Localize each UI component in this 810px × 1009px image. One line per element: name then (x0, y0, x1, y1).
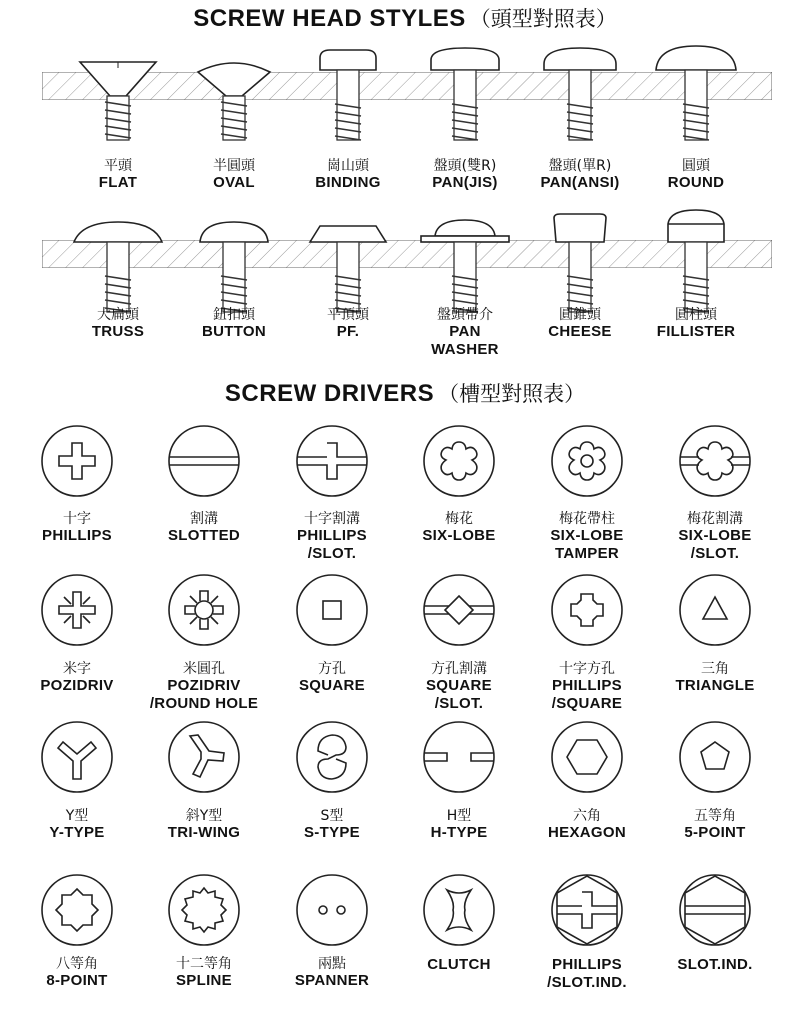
driver-label-en: Y-TYPE (49, 824, 105, 841)
driver-label-en: SQUARE (299, 677, 365, 694)
pozidriv-icon (40, 573, 114, 647)
driver-label-en: SIX-LOBE (678, 527, 752, 544)
driver-label-en: POZIDRIV (167, 677, 241, 694)
driver-label-en: TRIANGLE (675, 677, 755, 694)
driver-label-slotted (139, 511, 269, 545)
driver-label-en: 5-POINT (684, 824, 746, 841)
driver-label-zh: 十字割溝 (304, 511, 360, 527)
head-label-en: BINDING (315, 174, 381, 191)
head-label-oval (169, 158, 299, 192)
head-label-en-line2: WASHER (431, 341, 499, 358)
driver-label-en: SIX-LOBE (422, 527, 496, 544)
phillips-square-icon (550, 573, 624, 647)
head-label-en: PF. (336, 323, 360, 340)
screw-drivers-title-zh: （槽型對照表） (438, 382, 586, 406)
driver-label-en: SLOTTED (167, 527, 241, 544)
driver-label-six-lobe-slot (650, 511, 780, 563)
driver-label-zh: 梅花割溝 (687, 511, 743, 527)
round-head-screw (646, 44, 746, 142)
driver-label-zh: 米圓孔 (183, 661, 225, 677)
pf-head-screw (298, 222, 398, 314)
driver-label-zh: 三角 (701, 661, 729, 677)
driver-label-zh: H型 (446, 808, 472, 824)
slot-ind-icon (678, 873, 752, 947)
phillips-icon (40, 424, 114, 498)
head-label-round (631, 158, 761, 192)
head-label-pan-ansi (515, 158, 645, 192)
tri-wing-icon (167, 720, 241, 794)
driver-label-en: SLOT.IND. (677, 956, 753, 973)
square-slot-icon (422, 573, 496, 647)
y-type-icon (40, 720, 114, 794)
head-label-zh: 圓柱頭 (675, 307, 717, 323)
driver-label-zh: 方孔 (318, 661, 346, 677)
pozidriv-round-hole-icon (167, 573, 241, 647)
head-label-en: CHEESE (548, 323, 612, 340)
six-lobe-slot-icon (678, 424, 752, 498)
driver-label-triangle (650, 661, 780, 695)
button-head-screw (184, 220, 284, 314)
driver-label-tri-wing (139, 808, 269, 842)
driver-label-clutch (394, 956, 524, 974)
driver-label-zh: 斜Y型 (185, 808, 223, 824)
driver-label-en: PHILLIPS (297, 527, 367, 544)
driver-label-en: HEXAGON (548, 824, 626, 841)
phillips-slot-ind-icon (550, 873, 624, 947)
driver-label-zh: 六角 (573, 808, 601, 824)
head-label-zh: 圓錐頭 (559, 307, 601, 323)
spanner-icon (295, 873, 369, 947)
driver-label-six-lobe-tamper (522, 511, 652, 563)
phillips-slot-icon (295, 424, 369, 498)
driver-label-en: PHILLIPS (552, 956, 622, 973)
fillister-head-screw (646, 208, 746, 314)
driver-label-hexagon (522, 808, 652, 842)
head-label-binding (283, 158, 413, 192)
head-label-zh: 崗山頭 (327, 158, 369, 174)
head-label-cheese (515, 307, 645, 341)
head-label-en: PAN(ANSI) (540, 174, 620, 191)
six-lobe-tamper-icon (550, 424, 624, 498)
head-label-en: OVAL (213, 174, 255, 191)
spline-icon (167, 873, 241, 947)
head-label-pf (283, 307, 413, 341)
square-icon (295, 573, 369, 647)
head-label-button (169, 307, 299, 341)
driver-label-zh: 梅花 (445, 511, 473, 527)
head-label-pan-washer (400, 307, 530, 359)
driver-label-spline (139, 956, 269, 990)
head-label-en: ROUND (667, 174, 725, 191)
driver-label-zh: 梅花帶柱 (559, 511, 615, 527)
binding-head-screw (298, 48, 398, 142)
driver-label-slot-ind (650, 956, 780, 974)
head-label-zh: 圓頭 (682, 158, 710, 174)
head-styles-title-zh: （頭型對照表） (469, 7, 617, 31)
driver-label-en-line2: /SLOT. (690, 545, 740, 562)
screw-drivers-title-en: SCREW DRIVERS (224, 380, 435, 407)
driver-label-en-line2: /SQUARE (551, 695, 623, 712)
head-styles-title-en: SCREW HEAD STYLES (193, 5, 466, 32)
head-label-flat (53, 158, 183, 192)
head-label-zh: 盤頭帶介 (437, 307, 493, 323)
driver-label-h-type (394, 808, 524, 842)
driver-label-en: H-TYPE (430, 824, 488, 841)
head-label-zh: 半圓頭 (213, 158, 255, 174)
driver-label-en: TRI-WING (167, 824, 241, 841)
driver-label-zh: 十二等角 (176, 956, 232, 972)
driver-label-phillips-square (522, 661, 652, 713)
head-label-fillister (631, 307, 761, 341)
driver-label-en: PHILLIPS (42, 527, 112, 544)
oval-head-screw (184, 60, 284, 142)
pan-jis-head-screw (415, 46, 515, 142)
head-label-en: PAN (449, 323, 481, 340)
clutch-icon (422, 873, 496, 947)
flat-head-screw (68, 60, 168, 142)
driver-label-en-line2: /ROUND HOLE (149, 695, 259, 712)
head-label-zh: 盤頭(單R) (548, 158, 612, 174)
driver-label-zh: 方孔割溝 (431, 661, 487, 677)
driver-label-en: SPLINE (176, 972, 232, 989)
driver-label-phillips (12, 511, 142, 545)
driver-label-zh: 八等角 (56, 956, 98, 972)
driver-label-en-line2: /SLOT. (434, 695, 484, 712)
eight-point-icon (40, 873, 114, 947)
driver-label-zh: 五等角 (694, 808, 736, 824)
head-label-truss (53, 307, 183, 341)
driver-label-en: CLUTCH (427, 956, 491, 973)
driver-label-phillips-slot (267, 511, 397, 563)
driver-label-en-line2: /SLOT. (307, 545, 357, 562)
head-label-en: TRUSS (91, 323, 145, 340)
driver-label-zh: Y型 (65, 808, 89, 824)
driver-label-six-lobe (394, 511, 524, 545)
driver-label-eight-point (12, 956, 142, 990)
head-label-en: FLAT (98, 174, 138, 191)
truss-head-screw (68, 220, 168, 314)
driver-label-en: S-TYPE (304, 824, 360, 841)
driver-label-five-point (650, 808, 780, 842)
cheese-head-screw (530, 212, 630, 314)
driver-label-zh: 十字 (63, 511, 91, 527)
six-lobe-icon (422, 424, 496, 498)
head-label-zh: 平頂頭 (327, 307, 369, 323)
driver-label-phillips-slot-ind (522, 956, 652, 992)
slotted-icon (167, 424, 241, 498)
driver-label-en: POZIDRIV (40, 677, 114, 694)
s-type-icon (295, 720, 369, 794)
head-label-zh: 大扁頭 (97, 307, 139, 323)
hexagon-icon (550, 720, 624, 794)
head-label-zh: 盤頭(雙R) (433, 158, 497, 174)
triangle-icon (678, 573, 752, 647)
h-type-icon (422, 720, 496, 794)
head-label-en: BUTTON (201, 323, 267, 340)
pan-washer-head-screw (415, 218, 515, 314)
head-label-en: FILLISTER (656, 323, 736, 340)
driver-label-s-type (267, 808, 397, 842)
driver-label-en: SPANNER (294, 972, 370, 989)
driver-label-y-type (12, 808, 142, 842)
screw-drivers-title (0, 378, 810, 408)
driver-label-zh: 米字 (63, 661, 91, 677)
driver-label-zh: S型 (320, 808, 344, 824)
head-label-pan-jis (400, 158, 530, 192)
five-point-icon (678, 720, 752, 794)
driver-label-zh: 十字方孔 (559, 661, 615, 677)
driver-label-square (267, 661, 397, 695)
driver-label-en: SIX-LOBE (550, 527, 624, 544)
driver-label-en: SQUARE (426, 677, 492, 694)
driver-label-pozidriv-round (139, 661, 269, 713)
head-label-en: PAN(JIS) (432, 174, 498, 191)
head-label-zh: 鈕扣頭 (213, 307, 255, 323)
driver-label-en: 8-POINT (46, 972, 108, 989)
driver-label-square-slot (394, 661, 524, 713)
head-label-zh: 平頭 (104, 158, 132, 174)
driver-label-en-line2: TAMPER (554, 545, 620, 562)
driver-label-pozidriv (12, 661, 142, 695)
driver-label-en-line2: /SLOT.IND. (547, 974, 627, 991)
driver-label-zh: 割溝 (190, 511, 218, 527)
driver-label-zh: 兩點 (318, 956, 346, 972)
pan-ansi-head-screw (530, 46, 630, 142)
driver-label-spanner (267, 956, 397, 990)
head-styles-title (0, 3, 810, 33)
driver-label-en: PHILLIPS (552, 677, 622, 694)
